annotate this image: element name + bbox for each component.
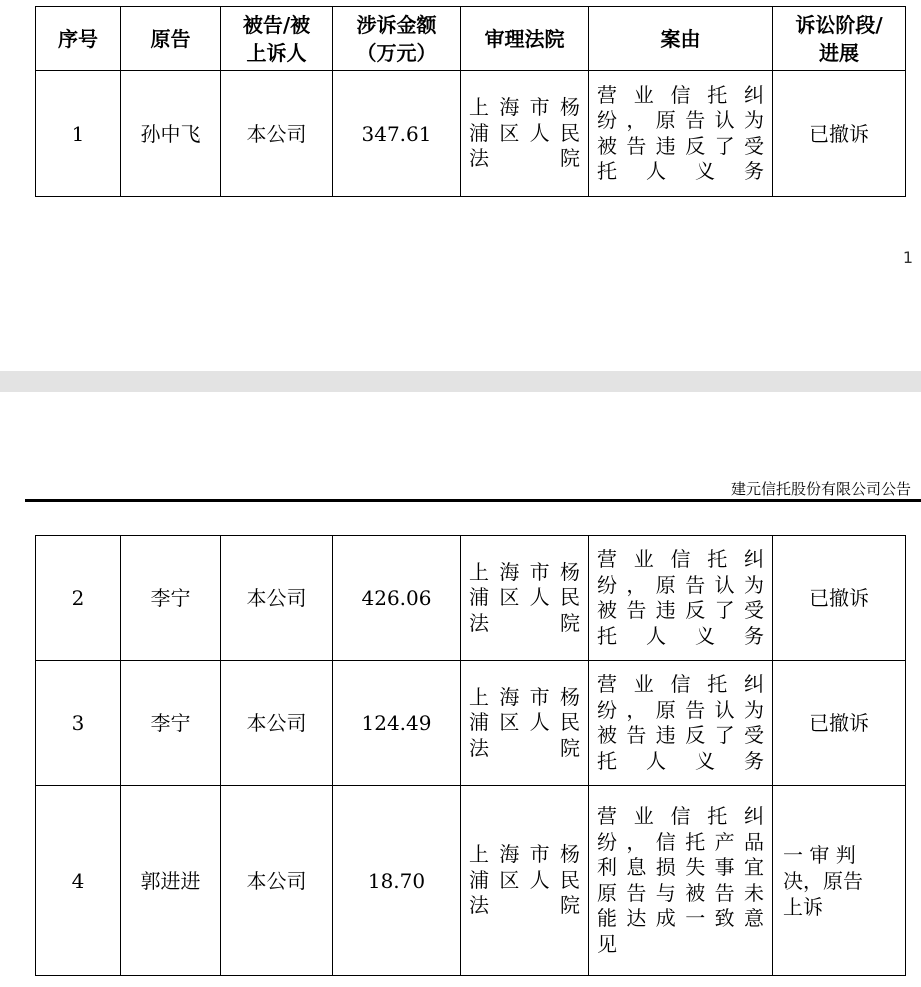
header-amount: 涉诉金额 （万元）	[333, 7, 461, 71]
litigation-table-page-2	[35, 535, 906, 976]
cell-stage: 已撤诉	[773, 661, 906, 786]
cell-stage: 一 审 判 决，原告 上诉	[773, 786, 906, 976]
cell-amount: 347.61	[333, 71, 461, 197]
header-no: 序号	[36, 7, 121, 71]
cell-amount: 124.49	[333, 661, 461, 786]
table-row	[36, 786, 906, 976]
cell-no: 1	[36, 71, 121, 197]
cell-cause: 营业信托纠 纷，原告认为 被告违反了受 托人义务	[589, 661, 773, 786]
litigation-table-page-1	[35, 6, 906, 197]
cell-stage: 已撤诉	[773, 536, 906, 661]
cell-cause: 营业信托纠 纷，原告认为 被告违反了受 托人义务	[589, 71, 773, 197]
cell-plaintiff: 李宁	[121, 536, 221, 661]
cell-cause: 营业信托纠 纷，原告认为 被告违反了受 托人义务	[589, 536, 773, 661]
cell-plaintiff: 孙中飞	[121, 71, 221, 197]
cell-amount: 426.06	[333, 536, 461, 661]
header-rule	[25, 499, 921, 502]
header-plaintiff: 原告	[121, 7, 221, 71]
page-2	[0, 392, 921, 987]
cell-no: 2	[36, 536, 121, 661]
cell-defendant: 本公司	[221, 536, 333, 661]
page-separator	[0, 371, 921, 392]
cell-defendant: 本公司	[221, 71, 333, 197]
cell-cause: 营业信托纠 纷，信托产品 利息损失事宜 原告与被告未 能达成一致意 见	[589, 786, 773, 976]
header-cause: 案由	[589, 7, 773, 71]
cell-no: 3	[36, 661, 121, 786]
cell-court: 上海市杨 浦区人民 法院	[461, 786, 589, 976]
table-row	[36, 71, 906, 197]
cell-defendant: 本公司	[221, 786, 333, 976]
cell-plaintiff: 郭进进	[121, 786, 221, 976]
table-row	[36, 536, 906, 661]
cell-court: 上海市杨 浦区人民 法院	[461, 71, 589, 197]
header-defendant: 被告/被 上诉人	[221, 7, 333, 71]
header-court: 审理法院	[461, 7, 589, 71]
cell-court: 上海市杨 浦区人民 法院	[461, 536, 589, 661]
cell-amount: 18.70	[333, 786, 461, 976]
cell-no: 4	[36, 786, 121, 976]
header-stage: 诉讼阶段/ 进展	[773, 7, 906, 71]
cell-plaintiff: 李宁	[121, 661, 221, 786]
cell-defendant: 本公司	[221, 661, 333, 786]
page-1	[0, 0, 921, 371]
page-number: 1	[902, 248, 913, 267]
cell-court: 上海市杨 浦区人民 法院	[461, 661, 589, 786]
table-row	[36, 661, 906, 786]
table-header-row	[36, 7, 906, 71]
page-header-text: 建元信托股份有限公司公告	[730, 480, 911, 498]
cell-stage: 已撤诉	[773, 71, 906, 197]
